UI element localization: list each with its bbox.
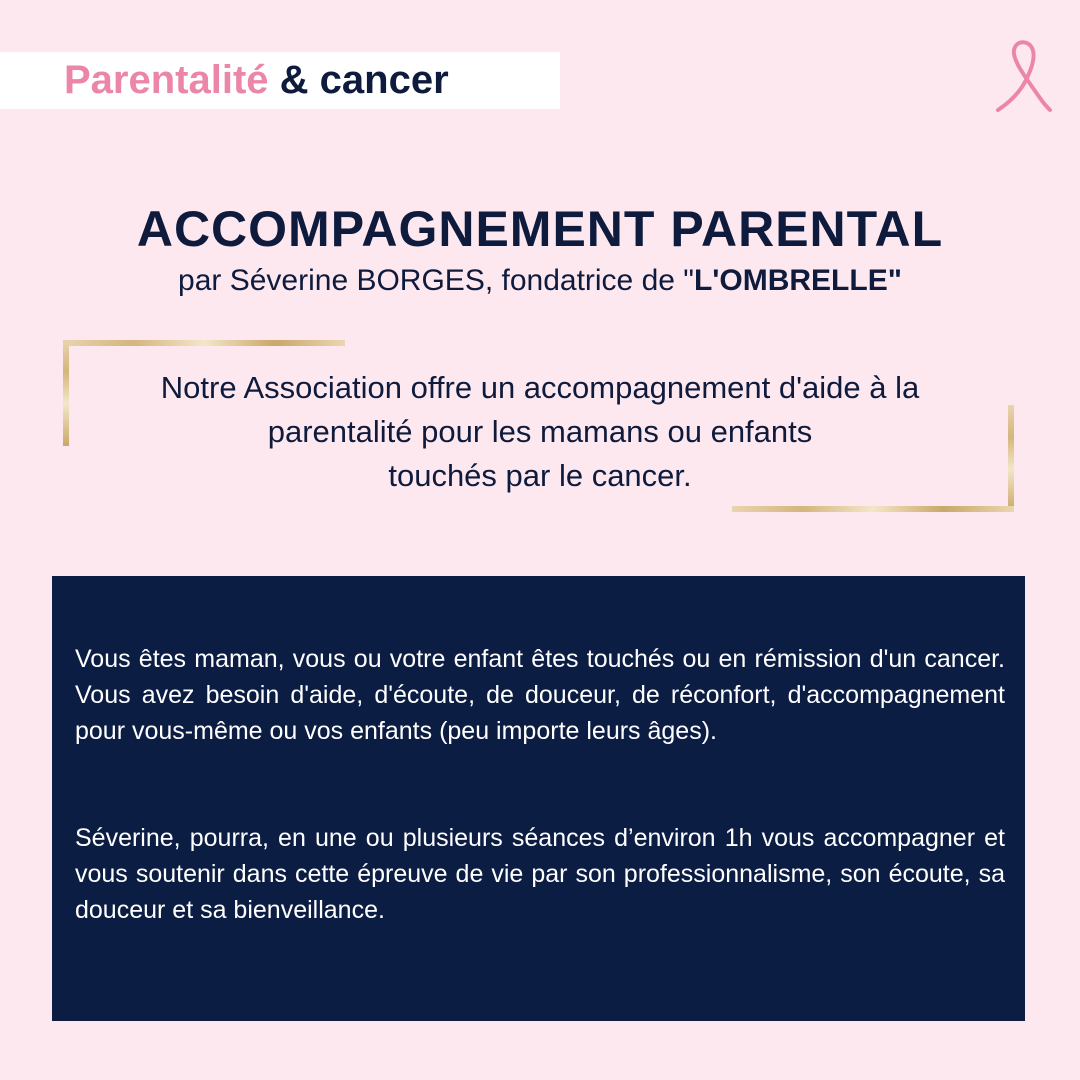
- subtitle: [0, 264, 1080, 298]
- header-title-parentalite: Parentalité: [64, 58, 269, 102]
- header-title-cancer: & cancer: [279, 58, 449, 102]
- info-paragraph-2: Séverine, pourra, en une ou plusieurs séances d’environ 1h vous accompagner et vous soutenir dans cette épreuve de vie par son professionnalisme, son écoute, sa douceur et sa bienveillance.: [75, 824, 1005, 924]
- subtitle-organization: L'OMBRELLE": [693, 264, 902, 297]
- gold-frame-top: [63, 340, 345, 346]
- statement-line-1: Notre Association offre un accompagnement d'aide à la: [160, 370, 920, 405]
- main-title: ACCOMPAGNEMENT PARENTAL: [136, 201, 944, 257]
- association-statement: [70, 366, 1010, 498]
- statement-line-2: parentalité pour les mamans ou enfants: [267, 414, 813, 449]
- pink-ribbon-icon: [992, 38, 1056, 118]
- gold-frame-bottom: [732, 506, 1014, 512]
- info-paragraph-1: Vous êtes maman, vous ou votre enfant êtes touchés ou en rémission d'un cancer. Vous avez besoin d'aide, d'écoute, de douceur, de réconfort, d'accompagnement pour vous-même ou vos enfants (peu importe leurs âges).: [75, 645, 1005, 745]
- gold-frame-left: [63, 340, 69, 446]
- header-title: [64, 52, 449, 109]
- subtitle-text: par Séverine BORGES, fondatrice de ": [178, 264, 694, 297]
- statement-line-3: touchés par le cancer.: [388, 458, 692, 493]
